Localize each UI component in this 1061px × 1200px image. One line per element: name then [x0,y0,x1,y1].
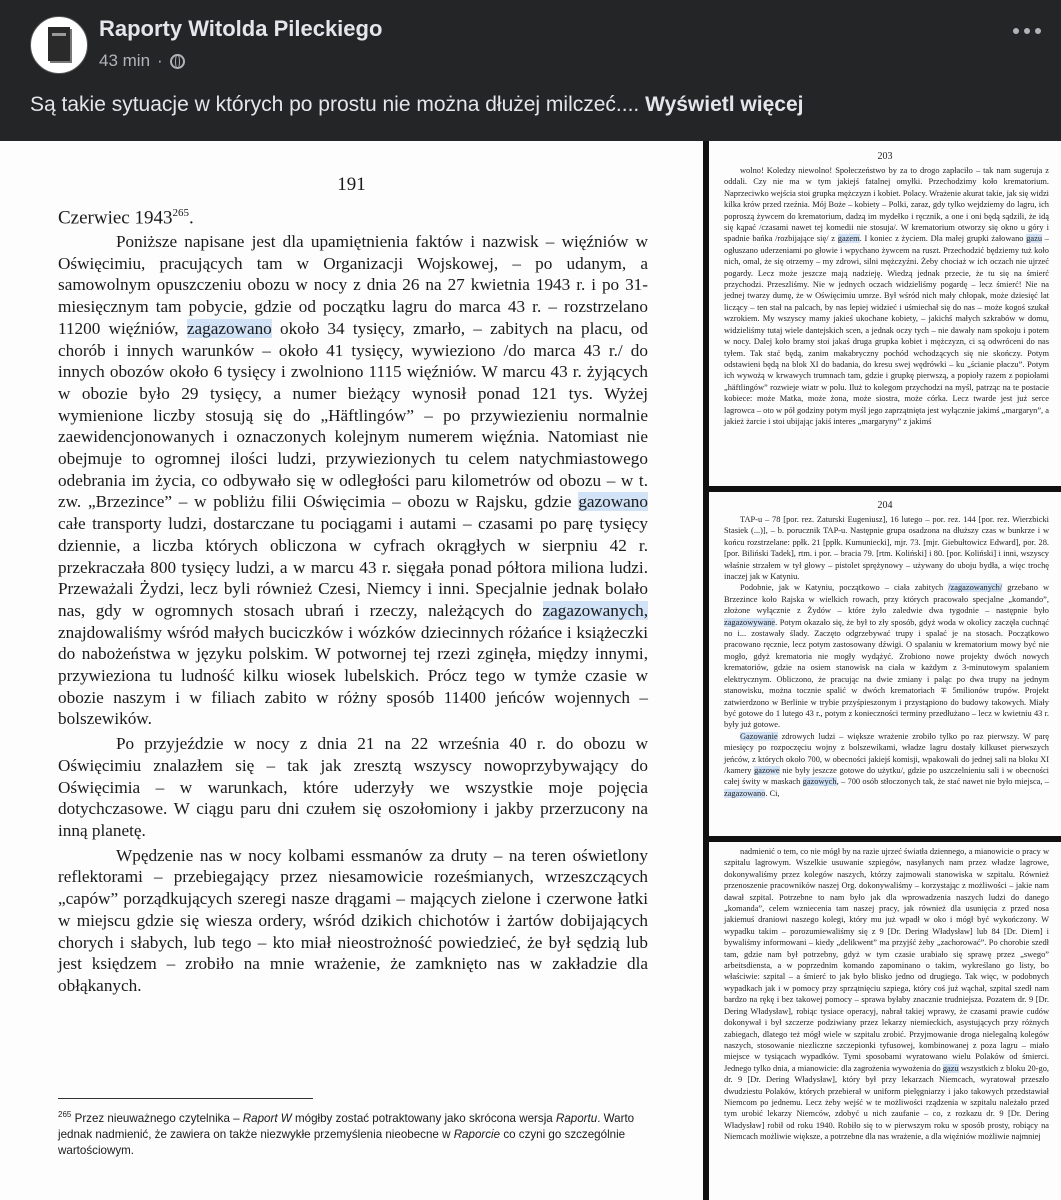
book-icon [48,27,70,61]
text-run: Po przyjeździe w nocy z dnia 21 na 22 września 40 r. do obozu w Oświęcimiu znalazłem się – tak jak zresztą wszyscy nowoprzybywający do Oświęcimia – w warunkach, które uderzyły we wszystkie moje pojęcia dotychczasowe. W ciągu paru dni czułem się oszołomiony i jakby przerzucony na inną planetę. [58,734,648,840]
globe-icon [170,54,185,69]
page-text [724,846,1049,1143]
highlighted-term: zagazowanych, [542,600,648,620]
text-run: . I koniec z życiem. Dla małej grupki żałowano [859,234,1027,244]
highlighted-term: gazu [1026,234,1043,244]
footnote-text: . Warto jednak nadmienić, że zawiera on także niezwykłe przemyślenia nieobecne w [58,1111,635,1141]
paragraph [724,582,1049,730]
paragraph [724,165,1049,427]
text-run: . Potym okazało się, że był to zły sposób, gdyż woda w okolicy zaczęła cuchnąć no i... zostawały ślady. Zaczęto odgrzebywać trupy i spalać je na stosach. Początkowo pracowano ręcznie, lecz potym zastosowany dźwigi. O spalaniu w krematorium mowy być nie mogło, gdyż krematoria nie mogły wydążyć. Zrobiono nowe projekty dwóch nowych krematoriów, gdzie na osiem stanowisk na ciała w każdym z 3-minutowym spalaniem elektrycznym. Obliczono, że pracując na dwie zmiany i paląc po dwa trupy na jednym stanowisku, można tocznie spalić w dwóch krematoriach ∓ 5milionów trupów. Projekt zatwierdzono w Berlinie w trybie przyśpieszonym i przystąpiono do budowy takowych. Miały być gotowe do 1 lutego 43 r., potym z konieczności terminy przedłużano – lecz w kwietniu 43 r. były już gotowe. [724,617,1049,730]
text-run: Wpędzenie nas w nocy kolbami essmanów za druty – na teren oświetlony reflektorami – przebiegający przez niesamowicie roześmianych, wrzeszczących „capów” porządkujących szeregi nasze drągami – mających zielone i czerwone łatki w miejscu gdzie się wiesza ordery, wśród dzikich chichotów i żartów dobijających chorych i słabych, lub tego – kto miał nieostrożność powiedzieć, że był sędzią lub jest księdzem – zrobiło na mnie wrażenie, że zamknięto nas w zakładzie dla obłąkanych. [58,845,648,995]
post-header [0,0,1061,140]
page-number: 204 [877,500,893,511]
text-run: Podobnie, jak w Katyniu, początkowo – ciała zabitych [740,583,949,593]
highlighted-term: zagazowano [724,788,766,798]
more-options-button[interactable] [1013,28,1041,34]
post-image[interactable] [0,141,1061,1200]
document-page-203 [709,141,1061,486]
text-run: nie były jeszcze gotowe do użytku/, gdzie po uszczelnieniu sali i w obecności całej świty w maskach [724,765,1049,787]
footnote-text: Raportu [555,1111,598,1125]
footnote-text: mógłby zostać potraktowany jako skrócona wersja [291,1111,556,1125]
text-run: wolno! Koledzy niewolno! Społeczeństwo by za to drogo zapłaciło – tak nam sugeruja z oddali. Czy nie ma w tym jakiejś fatalnej omyłki. Przechodzimy koło krematorium. Naprzeciwko wejścia stoi grupka mężczyzn i kobiet. Polacy. Wrażenie akurat takie, jak się widzi kilka krów przed rzeźnia. Mój Boże – kobiety – Polki, zaraz, gdy tylko wejdziemy do lagru, ich poproszą żywcem do krematorium, dadzą im mydełko i ręcznik, a one i oni będą sądzili, że idą się kąpać /czasami nawet tej komedii nie stosuja/. W krematorium otworzy się okno u góry i spadnie bańka /rozbijające się/ z [724,166,1049,244]
footnote-rule [58,1098,313,1099]
text-run: Poniższe napisane jest dla upamiętnienia faktów i nazwisk – więźniów w Oświęcimiu, pracujących tam w Organizacji Wojskowej, – po udanym, a samowolnym opuszczeniu obozu w nocy z dnia 26 na 27 kwietnia 1943 r. i po 31-miesięcznym tam pobycie, gdzie od początku lagru do marca 43 r. – rozstrzelano 11200 więźniów, [58,232,648,338]
dot-icon [1013,28,1019,34]
highlighted-term: gazowano [578,492,648,512]
dot-icon [1035,28,1041,34]
text-run: nadmienić o tem, co nie mógł by na razie ujrzeć światła dziennego, a mianowicie o pracy w szpitalu lagrowym. Wszelkie usuwanie szpiegów, nasyłanych nam przez władze lagrowe, dokonywaliśmy przez kolegów naszych, którzy zajmowali stanowiska w szpitalu. Również przenoszenie pracowników naszej Org. dokonywaliśmy – korzystając z możliwości – jakie nam dawał szpital. Potrzebne to nam było jak dla wprowadzenia naszych ludzi do danego „komanda”, celem wzniecenia tam naszej pracy, jak również dla usunięcia z przed nosa jakiemuś draniowi naszego kolegi, który mu już wpadł w oko i mógł być wykończony. W wypadku takim – porozumiewaliśmy się z 9 [Dr. Dering Władysław] lub 84 [Dr. Diem] i bywaliśmy informowani – kiedy „delikwent” ma przyjść żeby „zachorować”. Po chorobie szedł tam, gdzie nam był potrzebny, gdyż w tym czasie urabiało się sprawę przez „swego” arbeitsdiensta, a w poprzednim komando zapominano o takim, wykreślano go listy, bo właściwie: szpital – a śmierć to jak było blisko jedno od drugiego. Tak więc, w podobnych wypadkach jak i w pomocy przy sprzątnięciu szpiega, który coś już wąchał, szpital szedł nam bardzo na rękę i bez takowej pomocy – sprawa byłaby znacznie trudniejsza. Pozatem dr. 9 [Dr. Dering Władysław], robiąc tysiace operacyj, nabrał takiej wprawy, że czasami prawie cudów dokonywał i był szczerze podziwiany przez lekarzy niemieckich, asystujących przy różnych zabiegach, dlatego też mógł wiele w szpitalu zrobić. Przyjmowanie droga nielegalną kolegów naszych, stosowanie niezliczne szczepionki tyfusowej, kombinowanej z poza lagru – miało miejsce w tysiącach wypadków. Tymi sposobami wyratowano wielu Polaków od śmierci. Jednego tylko dnia, a mianowicie: dla zagrożenia wywożenia do [724,847,1049,1073]
page-name[interactable]: Raporty Witolda Pileckiego [99,16,383,41]
document-page-191 [0,141,703,1200]
footnote-text: Raporcie [453,1127,501,1141]
text-run: TAP-u – 78 [por. rez. Zaturski Eugeniusz], 16 lutego – por. rez. 144 [por. rez. Wierzbicki Stasiek (...)], – b. porucznik TAP-u. Następnie grupa osadzona na dłuższy czas w bunkrze i w końcu rozstrzelane: ppłk. 21 [ppłk. Kumuniecki], mjr. 73. [mjr. Giebułtowicz Edward], por. 28. [por. Biliński Tadek], rtm. i por. – bracia 79. [rtm. Koliński] i 80. [por. Koliński] i inni, wszyscy właśnie strzałem w tył głowy – pistolet sprężynowy – używany do uboju bydła, a więc trochę inaczej jak w Katyniu. [724,515,1049,582]
main-text [58,231,648,997]
text-run: grzebano w Brzezince koło Rajska w wielkich rowach, przy których pracowało specjalne „komando”, złożone wyłącznie z Żydów – które żyło zaledwie dwa tygodnie – następnie było [724,583,1049,616]
footnote-text: Raport W [242,1111,292,1125]
page-number: 191 [337,174,366,195]
meta-separator: · [157,51,163,70]
paragraph [58,231,648,730]
see-more-link[interactable]: Wyświetl więcej [645,93,804,116]
text-run: całe transporty ludzi, dostarczane tu pociągami i autami – czasami po parę tysięcy dziennie, a liczba których obliczona w cyfrach okrągłych w sierpniu 42 r. przekraczała 800 tysięcy ludzi, a w marcu 43 r. sięgała ponad półtora miliona ludzi. Przeważali Żydzi, lecz byli również Czesi, Niemcy i inni. Specjalnie jednak bolało nas, gdy w ogromnych stosach ubrań i rzeczy, należących do [58,514,648,620]
paragraph [58,733,648,842]
highlighted-term: gazu [942,1063,959,1073]
text-run: zdrowych ludzi – większe wrażenie zrobiło tylko po raz pierwszy. W parę miesięcy po rozpoczęciu wojny z bolszewikami, władze lagru dostały kilkuset pierwszych jeńców, z których około 700, w obecności jakiejś komisji, wpakowali do jednej sali na bloku XI /kamery [724,731,1049,775]
page-number: 203 [877,151,893,162]
paragraph [724,731,1049,799]
text-run: , – 700 osób stłoczonych tak, że stać nawet nie było miejsca, – [836,777,1049,787]
post-text-content: Są takie sytuacje w których po prostu nie można dłużej milczeć.... [30,93,640,116]
highlighted-term: /zagazowanych/ [948,583,1003,593]
footnote-text: co czyni go szczególnie wartościowym. [58,1127,626,1157]
post-meta [99,51,185,71]
highlighted-term: gazowych [802,777,837,787]
page-avatar[interactable] [30,16,88,74]
footnote [58,1107,648,1159]
paragraph [58,845,648,997]
text-run: – ogłuszano uderzeniami po głowie i wpychano żywcem na ruszt. Przechodzić będziemy tuż koło nich, omal, że się otrzemy – my zdrowi, silni mężczyźni. Żeby chociaż w ich oczach nie ujrzeć pogardy. Lecz może jeszcze mają nadzieję. Wiedzą jednak przecie, że tu się na śmierć przychodzi. Przeszliśmy. Nie w jednych oczach widzieliśmy pogardę – lecz śmierć! Nie na jednej twarzy dumę, że w Oświęcimiu umrze. Był wśród nich mały chłopak, może dziesięć lat liczący – ten stał na palcach, by nas lepiej widzieć i uśmiechał się do nas – może kogoś szukał wzrokiem. My wszyscy mamy jakieś ukochane kobiety, – jakichś małych szkrabów w domu, widzieliśmy tutaj wiele dantejskich scen, a jednak oczy tych – nie dawały nam spokoju i potem w nocy. Dalej koło bramy stoi jakaś druga grupka kobiet i mężczyzn, ci są odwróceni do nas tyłem. Tak stać będą, zanim makabryczny pochód wchodzących się nie skończy. Potym odstawieni będą na blok XI do badania, do kresu swej wędrówki – ku „ścianie płaczu”. Potym ich wywożą w krwawych trumnach tam, gdzie i grupkę pierwszą, a popioły razem z popiołami „häftlingów” rozwieje wiatr w polu. Iluż to kolegom przychodzi na myśl, patrząc na te postacie kobiece: może Matka, może żona, może siostra, może córka. Lecz twarde jest już serce lagrowca – oto w pół godziny potym myśl jego zaprzątnięta jest wyłącznie jakimś „margaryn”, a jakież żarcie i stoi ubijając jakiś interes „margaryny” z jakimś [724,234,1049,426]
highlighted-term: zagazowano [186,318,272,338]
footnote-ref: 265 [172,207,189,219]
text-run: około 34 tysięcy, zmarło, – zabitych na placu, od chorób i innych warunków – około 41 tysięcy, wywieziono /do marca 43 r./ do innych obozów około 6 tysięcy i zwolniono 1115 więźniów. W marcu 43 r. żyjących w obozie było 29 tysięcy, a numer bieżący wynosił ponad 121 tys. Wyżej wymienione liczby stosują się do „Häftlingów” – po przywiezieniu normalnie zaewidencjonowanych i oznaczonych kolejnym numerem więźnia. Natomiast nie obejmuje to ogromnej ilości ludzi, przywiezionych tu celem natychmiastowego odebrania im życia, co odbywało się w odległości paru kilometrów od obozu – w t. zw. „Brzezince” – w pobliżu filii Oświęcimia – obozu w Rajsku, gdzie [58,318,648,512]
paragraph [724,846,1049,1143]
post-time[interactable]: 43 min [99,51,151,70]
text-run: znajdowaliśmy wśród małych buciczków i wózków dziecinnych różańce i książeczki do nabożeństwa w języku polskim. W potwornej tej rzezi zginęła, między innymi, przywieziona tu ludność kilku wiosek lubelskich. Prócz tego w tymże czasie w obozie naszym i w filiach zabito w różny sposób 11400 jeńców wojennych – bolszewików. [58,622,648,729]
text-run: . Ci, [765,788,780,798]
highlighted-term: zagazowywane [724,617,776,627]
document-page-204 [709,492,1061,836]
document-page-next [709,842,1061,1200]
section-title-text: Czerwiec 1943 [58,207,173,229]
highlighted-term: Gazowanie [740,731,778,741]
highlighted-term: gazowe [754,765,780,775]
page-text [724,165,1049,427]
highlighted-term: gazem [837,234,860,244]
footnote-number: 265 [58,1110,72,1119]
text-run: wszystkich z bloku 20-go, dr. 9 [Dr. Dering Władysław], który był przy lekarzach Niemcach, wyratował przeszło dwudziestu Polaków, których przebierał w uniform pielęgniarzy i jako takowych przedstawiał Niemcom po jednemu. Lecz żeby wejść w te możliwości rządzenia w szpitalu należało przed tym urobić lekarzy Niemców, zdobyć u nich zaufanie – co, z rozkazu dr. 9 [Dr. Dering Władysław] robił od roku 1940. Robiło się to w pierwszym roku w sposób prosty, robiący na Niemcach możliwie większe, a potrzebne dla nas wrażenie, a dla więźniów możliwie najmniej [724,1063,1049,1142]
page-text [724,514,1049,799]
dot-icon [1024,28,1030,34]
section-title: Czerwiec 1943$^{265}$. [58,207,194,229]
footnote-text: Przez nieuważnego czytelnika – [71,1111,243,1125]
paragraph [724,514,1049,582]
post-text [30,93,803,117]
